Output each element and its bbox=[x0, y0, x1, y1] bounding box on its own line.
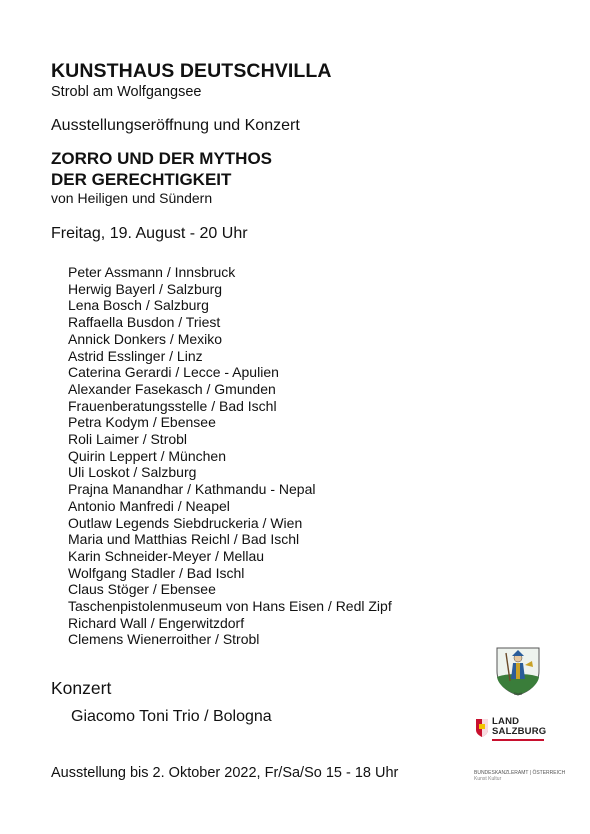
exhibition-title-line2: DER GERECHTIGKEIT bbox=[51, 170, 232, 189]
event-type: Ausstellungseröffnung und Konzert bbox=[51, 117, 300, 134]
list-item: Outlaw Legends Siebdruckeria / Wien bbox=[68, 514, 303, 531]
list-item: Taschenpistolenmuseum von Hans Eisen / Redl Zipf bbox=[68, 598, 392, 615]
artist-list bbox=[68, 264, 392, 648]
concert-heading: Konzert bbox=[51, 678, 112, 698]
ministry-logo bbox=[474, 770, 565, 782]
venue-name: KUNSTHAUS DEUTSCHVILLA bbox=[51, 60, 332, 82]
list-item: Lena Bosch / Salzburg bbox=[68, 297, 209, 314]
list-item: Richard Wall / Engerwitzdorf bbox=[68, 614, 245, 631]
list-item: Peter Assmann / Innsbruck bbox=[68, 264, 236, 280]
list-item: Annick Donkers / Mexiko bbox=[68, 330, 223, 347]
list-item: Karin Schneider-Meyer / Mellau bbox=[68, 547, 265, 564]
list-item: Prajna Manandhar / Kathmandu - Nepal bbox=[68, 481, 316, 498]
land-salzburg-logo bbox=[476, 717, 548, 743]
exhibition-title-line1: ZORRO UND DER MYTHOS bbox=[51, 149, 272, 168]
list-item: Antonio Manfredi / Neapel bbox=[68, 497, 230, 514]
list-item: Herwig Bayerl / Salzburg bbox=[68, 280, 223, 297]
list-item: Roli Laimer / Strobl bbox=[68, 431, 188, 448]
list-item: Caterina Gerardi / Lecce - Apulien bbox=[68, 364, 279, 381]
list-item: Uli Loskot / Salzburg bbox=[68, 464, 197, 481]
list-item: Raffaella Busdon / Triest bbox=[68, 314, 221, 331]
list-item: Maria und Matthias Reichl / Bad Ischl bbox=[68, 531, 300, 548]
strobl-crest-logo bbox=[494, 645, 542, 697]
land-salzburg-underline bbox=[492, 739, 544, 741]
list-item: Quirin Leppert / München bbox=[68, 447, 226, 464]
list-item: Astrid Esslinger / Linz bbox=[68, 347, 203, 364]
crest-caption: Strobl bbox=[513, 692, 523, 696]
land-salzburg-line1: LAND bbox=[492, 716, 520, 727]
list-item: Petra Kodym / Ebensee bbox=[68, 414, 216, 431]
list-item: Claus Stöger / Ebensee bbox=[68, 581, 216, 598]
exhibition-subtitle: von Heiligen und Sündern bbox=[51, 190, 213, 206]
list-item: Clemens Wienerroither / Strobl bbox=[68, 631, 260, 648]
list-item: Alexander Fasekasch / Gmunden bbox=[68, 380, 276, 397]
list-item: Wolfgang Stadler / Bad Ischl bbox=[68, 564, 245, 581]
exhibition-title bbox=[51, 148, 272, 190]
concert-act: Giacomo Toni Trio / Bologna bbox=[71, 708, 272, 725]
ministry-line2: Kunst Kultur bbox=[474, 776, 502, 782]
salzburg-shield-icon bbox=[476, 719, 488, 737]
land-salzburg-text bbox=[492, 717, 546, 737]
exhibition-dates: Ausstellung bis 2. Oktober 2022, Fr/Sa/So 15 - 18 Uhr bbox=[51, 765, 399, 781]
event-date: Freitag, 19. August - 20 Uhr bbox=[51, 225, 248, 242]
land-salzburg-line2: SALZBURG bbox=[492, 726, 547, 737]
ministry-line1: BUNDESKANZLERAMT | ÖSTERREICH bbox=[474, 770, 566, 776]
venue-location: Strobl am Wolfgangsee bbox=[51, 84, 202, 100]
list-item: Frauenberatungsstelle / Bad Ischl bbox=[68, 397, 277, 414]
